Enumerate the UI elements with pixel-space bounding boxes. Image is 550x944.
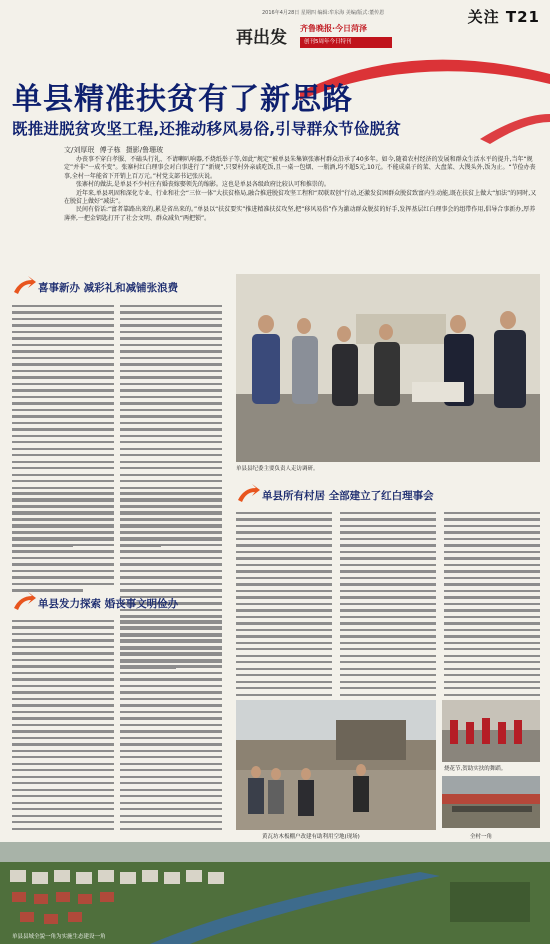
section-head-1 <box>12 276 232 298</box>
photo-illustration <box>442 700 540 762</box>
photo-illustration <box>442 776 540 828</box>
section-title: 单县所有村居 全部建立了红白理事会 <box>262 490 434 502</box>
lead-paragraph: 近年来,单县巩固和深化专业、行业和社会“三位一体”大扶贫格局,融合推进脱贫攻坚工程和“双联双创”行动,还激发贫困群众脱贫致富内生动能,既在扶贫上做大“加法”的同时,又在脱贫上做好“减法”。 <box>64 189 537 206</box>
date-line: 2016年4月28日 星期四 编辑:牟东海 美编/版式:董传恩 <box>262 10 385 16</box>
photo-caption: 黄瓦坊木板棚户改建有助利用空地(现场) <box>262 834 360 840</box>
body-text-column <box>12 620 114 834</box>
section-label: 关注 T21 <box>467 8 540 26</box>
photo-caption: 烧花节,贺助实扶的舞蹈。 <box>444 766 507 772</box>
arrow-icon <box>12 276 36 296</box>
arrow-icon <box>12 592 36 612</box>
body-text-column <box>444 512 540 707</box>
section-title: 单县发力探索 婚丧事文明俭办 <box>38 598 179 610</box>
body-text-column <box>340 512 436 707</box>
body-text-column <box>12 492 114 596</box>
photo-construction-site <box>236 700 436 830</box>
photo-dance-performance <box>442 700 540 762</box>
photo-caption: 全村一角 <box>470 834 493 840</box>
section-title: 喜事新办 减彩礼和减铺张浪费 <box>38 282 179 294</box>
arrow-icon <box>236 484 260 504</box>
photo-caption: 单县县纪委主要负责人走访调研。 <box>236 466 319 472</box>
lead-paragraph: 民间有俗话:“富者靠路出来的,累是省出来的。”单县以“扶贫要实”推进精准扶贫攻坚,把“移风易俗”作为激动群众脱贫的好手,发挥基层红白理事会的组带作用,倡导合事新办,厚养薄葬,一把金钥匙打开了社会文明、群众减负“两把锁”。 <box>64 206 536 222</box>
photo-aerial-view <box>0 842 550 944</box>
lead-paragraphs <box>64 156 540 223</box>
body-text-column <box>120 620 222 834</box>
paper-name: 齐鲁晚报·今日菏泽 <box>300 24 368 33</box>
photo-illustration <box>236 700 436 830</box>
photo-illustration <box>236 274 540 462</box>
lead-paragraph: 张寨村的做法,是单县不少村庄有婚丧嫁娶领先的缩影。这也是单县各级政府比较认可和推崇的。 <box>76 181 330 189</box>
subheadline: 既推进脱贫攻坚工程,还推动移风易俗,引导群众节俭脱贫 <box>12 120 401 138</box>
photo-village-corner <box>442 776 540 828</box>
byline: 文/刘厚珉 傅子栋 摄影/鲁珊玻 <box>64 146 164 154</box>
photo-officials-visit <box>236 274 540 462</box>
section-head-2 <box>236 484 536 506</box>
body-text-column <box>236 512 332 707</box>
anniversary-badge: 创刊5周年今日特刊 <box>300 37 392 48</box>
headline: 单县精准扶贫有了新思路 <box>12 82 353 117</box>
lead-paragraph: 办丧事不穿白孝服、不磕头行礼、不请喇叭响器,不烧纸举子等,如此“规定”被单县朱集镇张寨村群众沿承了40多年。如今,随着农村经济的发展和群众生活水平的提升,当年“规定”并非“一成不变”。张寨村红白理事会对白事进行了“新规”,只要村外亲戚吃饭,且一桌一包烟、一瓶酒,均不超5元,10元。不能成桌子的菜、大盘菜、大馒头外,饭为止。“节俭办丧事,全村一年能省下开销上百万元。”村党支部书记张庆说。 <box>64 156 536 180</box>
photo-caption: 单县县域全貌一角为实施生态建设一角 <box>12 934 106 940</box>
section-head-3 <box>12 592 232 614</box>
photo-illustration <box>0 842 550 944</box>
brand-logo: 再出发 <box>236 28 287 48</box>
